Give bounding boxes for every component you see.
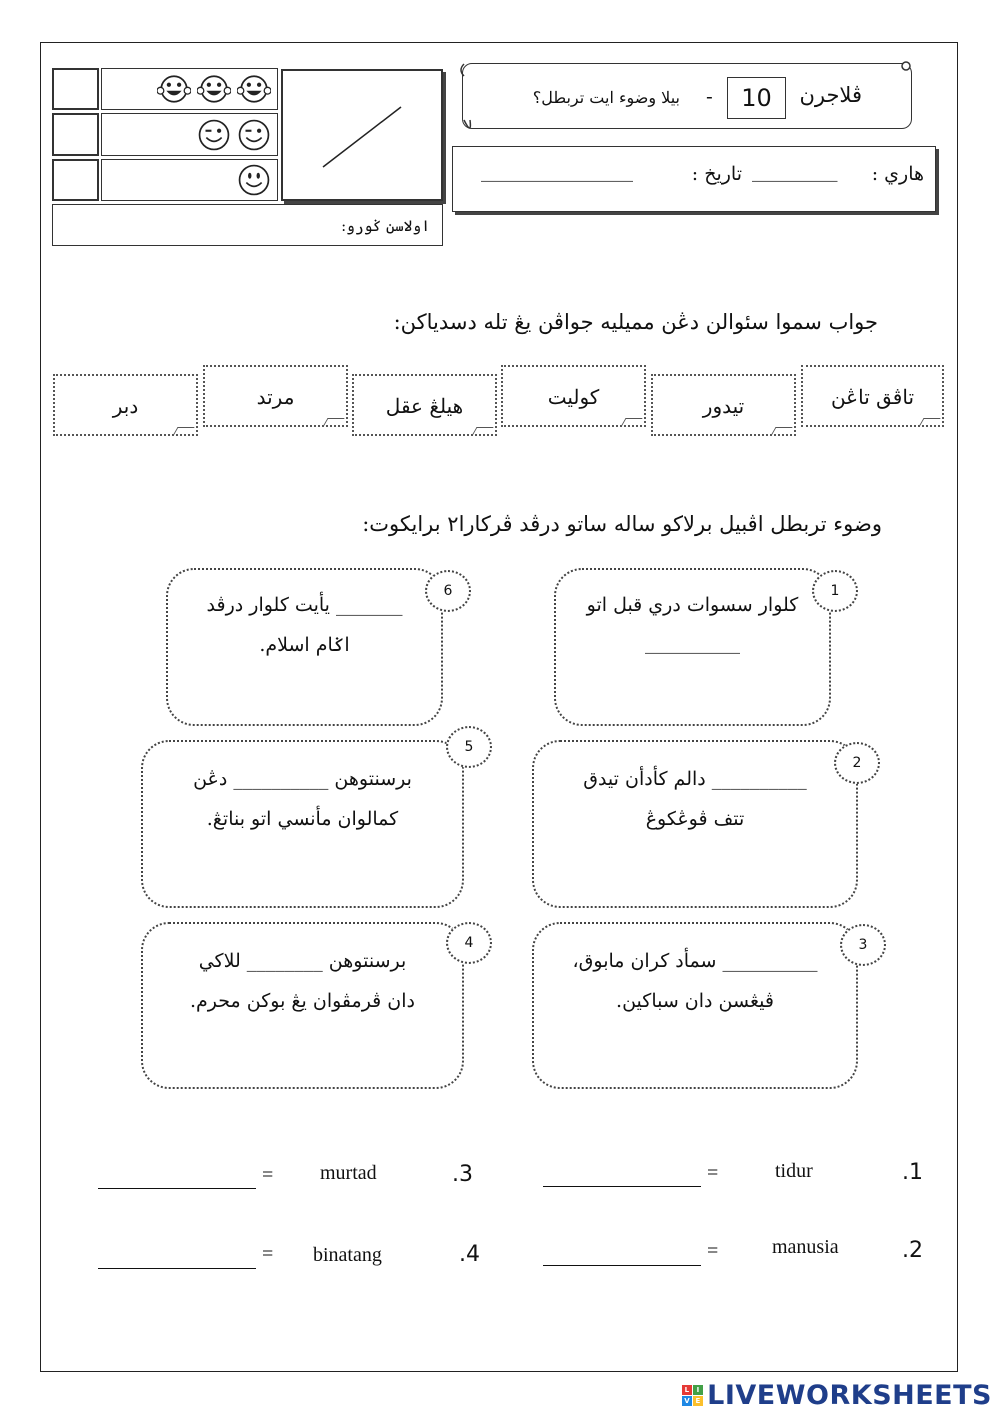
- question-box-2: [532, 740, 858, 908]
- word-card-label: تيدور: [702, 394, 745, 418]
- lesson-title: بيلا وضوء ايت تربطل؟: [532, 88, 680, 107]
- word-card-label: هيلڠ عقل: [385, 394, 464, 418]
- day-label: هاري :: [871, 163, 924, 185]
- lesson-dash: -: [706, 84, 713, 108]
- liveworksheets-logo[interactable]: [682, 1380, 992, 1411]
- word-card-label: تاڤق تاڠن: [830, 385, 915, 409]
- question-number: 1: [812, 570, 858, 612]
- answer-input-1[interactable]: [543, 1186, 701, 1187]
- smiley-face-icon: [237, 163, 271, 197]
- happy-face-icon: [237, 72, 271, 106]
- item-number: .3: [452, 1162, 473, 1187]
- question-text[interactable]: __________ سمأد كران مابوق،: [572, 950, 818, 972]
- question-text: ڤيڠسن دان سباکين.: [616, 990, 774, 1012]
- word-card-label: كوليت: [547, 385, 600, 409]
- equals-sign: =: [707, 1162, 719, 1184]
- question-number: 2: [834, 742, 880, 784]
- question-number: 6: [425, 570, 471, 612]
- liveworksheets-logo-icon: L I V E: [682, 1385, 703, 1406]
- item-number: .4: [459, 1242, 480, 1267]
- happy-face-icon: [197, 72, 231, 106]
- word-card-label: مرتد: [256, 385, 295, 409]
- question-text: اݢام اسلام.: [259, 634, 350, 656]
- question-box-4: [141, 922, 464, 1089]
- question-text[interactable]: برسنتوهن ________ للاکي: [198, 950, 407, 972]
- answer-input-2[interactable]: [543, 1265, 701, 1266]
- question-number: 3: [840, 924, 886, 966]
- item-number: .2: [902, 1238, 923, 1263]
- day-input[interactable]: _________: [752, 160, 838, 182]
- answer-input-3[interactable]: [98, 1188, 256, 1189]
- question-box-5: [141, 740, 464, 908]
- rating-checkbox-3[interactable]: [52, 159, 99, 201]
- equals-sign: =: [262, 1243, 274, 1265]
- section1-instruction: جواب سموا سئوالن دڠن مميليه جواڤن يڠ تله دسدياکن:: [393, 310, 878, 334]
- section2-instruction: وضوء تربطل اڤبيل برلاكو ساله ساتو درڤد ڤركارا٢ برايكوت:: [362, 512, 882, 536]
- word-card-2[interactable]: [651, 374, 796, 436]
- word-card-1[interactable]: [801, 365, 944, 427]
- happy-face-icon: [157, 72, 191, 106]
- word-card-4[interactable]: [352, 374, 497, 436]
- date-label: تاريخ :: [691, 163, 742, 185]
- item-word: murtad: [320, 1162, 377, 1184]
- question-text: دان ڤرمڤوان يڠ بوكن محرم.: [190, 990, 415, 1012]
- item-word: tidur: [775, 1160, 813, 1182]
- question-number: 5: [446, 726, 492, 768]
- item-word: binatang: [313, 1244, 382, 1266]
- brand-name: LIVEWORKSHEETS: [707, 1380, 992, 1411]
- item-word: manusia: [772, 1236, 839, 1258]
- wink-face-icon: [197, 118, 231, 152]
- lesson-label: ڤلاجرن: [799, 83, 862, 107]
- item-number: .1: [902, 1160, 923, 1185]
- slash-mark-icon: [283, 71, 441, 199]
- word-card-label: دبر: [112, 394, 139, 418]
- lesson-number: 10: [727, 77, 786, 119]
- question-text[interactable]: برسنتوهن __________ دڠن: [193, 768, 412, 790]
- rating-row-good: [101, 113, 278, 156]
- teacher-comment-box[interactable]: [52, 204, 443, 246]
- rating-row-ok: [101, 159, 278, 201]
- question-text: كلوار سسوات دري قبل اتو: [586, 594, 799, 616]
- rating-checkbox-1[interactable]: [52, 68, 99, 110]
- rating-row-excellent: [101, 68, 278, 110]
- question-box-3: [532, 922, 858, 1089]
- question-number: 4: [446, 922, 492, 964]
- wink-face-icon: [237, 118, 271, 152]
- question-text[interactable]: __________ دالم كأدأن تيدق: [583, 768, 807, 790]
- rating-checkbox-2[interactable]: [52, 113, 99, 156]
- question-text[interactable]: _______ يأيت كلوار درڤد: [206, 594, 403, 616]
- answer-input-4[interactable]: [98, 1268, 256, 1269]
- date-input[interactable]: ________________: [481, 160, 633, 182]
- word-card-3[interactable]: [501, 365, 646, 427]
- equals-sign: =: [262, 1164, 274, 1186]
- equals-sign: =: [707, 1240, 719, 1262]
- question-text: كمالوان مأنسي اتو بناتڠ.: [206, 808, 399, 830]
- teacher-comment-label: اولاسن ݢورو:: [341, 217, 430, 235]
- word-card-5[interactable]: [203, 365, 348, 427]
- answer-blank[interactable]: __________: [645, 632, 740, 654]
- question-text: تتف ڤوڠكوڠ: [645, 808, 745, 830]
- question-box-1: [554, 568, 831, 726]
- score-box: [281, 69, 443, 201]
- word-card-6[interactable]: [53, 374, 198, 436]
- question-box-6: [166, 568, 443, 726]
